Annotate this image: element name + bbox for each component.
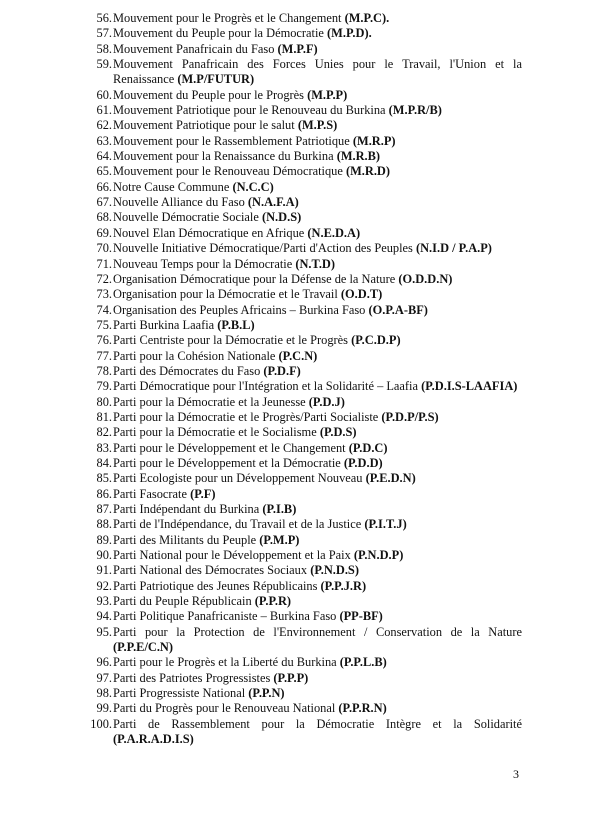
party-abbreviation: (M.P/FUTUR) [177, 72, 255, 87]
party-abbreviation: (P.D.F) [263, 363, 301, 378]
item-number: 76 . [84, 333, 112, 348]
party-name: Parti du Peuple Républicain [113, 594, 252, 609]
party-name: Parti des Militants du Peuple [113, 532, 257, 547]
list-item [84, 241, 522, 256]
party-name: Nouvelle Démocratie Sociale [113, 210, 259, 225]
item-number: 77 . [84, 349, 112, 364]
party-name: Parti Burkina Laafia [113, 317, 215, 332]
party-name: Parti pour la Protection de l'Environnement / Conservation de la Nature [113, 624, 522, 639]
party-abbreviation: (P.B.L) [217, 317, 255, 332]
party-abbreviation: (P.P.E/C.N) [113, 640, 174, 655]
list-item [84, 257, 522, 272]
party-abbreviation: (P.F) [190, 486, 216, 501]
list-item [84, 210, 522, 225]
item-number: 59 . [84, 57, 112, 72]
list-item [84, 717, 522, 748]
list-item [84, 579, 522, 594]
list-item [84, 625, 522, 656]
party-name: Nouvelle Initiative Démocratique/Parti d'Action des Peuples [113, 241, 413, 256]
party-name: Organisation Démocratique pour la Défense de la Nature [113, 271, 396, 286]
list-item [84, 364, 522, 379]
party-abbreviation: (O.P.A-BF) [368, 302, 428, 317]
list-item [84, 701, 522, 716]
list-item [84, 164, 522, 179]
party-abbreviation: (P.M.P) [259, 532, 300, 547]
list-item [84, 594, 522, 609]
party-abbreviation: (M.P.D). [327, 26, 372, 41]
list-item [84, 272, 522, 287]
party-abbreviation: (PP-BF) [339, 609, 383, 624]
list-item [84, 134, 522, 149]
list-item [84, 349, 522, 364]
item-number: 58 . [84, 42, 112, 57]
item-number: 94 . [84, 609, 112, 624]
party-name: Parti de Rassemblement pour la Démocratie Intègre et la Solidarité [113, 716, 522, 731]
party-abbreviation: (P.I.B) [262, 502, 297, 516]
party-name: Parti pour la Cohésion Nationale [113, 348, 276, 363]
party-name: Mouvement Panafricain du Faso [113, 41, 275, 56]
list-item [84, 563, 522, 578]
item-number: 90 . [84, 548, 112, 563]
party-abbreviation: (M.P.R/B) [388, 103, 442, 118]
party-abbreviation: (P.D.J) [308, 394, 345, 409]
item-number: 85 . [84, 471, 112, 486]
party-name: Parti Politique Panafricaniste – Burkina Faso [113, 609, 337, 624]
party-name: Mouvement Panafricain des Forces Unies pour le Travail, l'Union et la Renaissance [113, 57, 522, 87]
item-number: 62 . [84, 118, 112, 133]
list-item [84, 11, 522, 26]
party-name: Mouvement Patriotique pour le Renouveau du Burkina [113, 103, 386, 118]
party-name: Parti pour la Démocratie et le Socialisme [113, 425, 317, 440]
party-name: Parti Ecologiste pour un Développement Nouveau [113, 471, 363, 486]
list-item [84, 441, 522, 456]
party-name: Parti des Patriotes Progressistes [113, 670, 271, 685]
party-name: Nouveau Temps pour la Démocratie [113, 256, 293, 271]
party-abbreviation: (O.D.T) [340, 287, 383, 302]
party-abbreviation: (N.A.F.A) [247, 195, 299, 210]
party-name: Parti des Démocrates du Faso [113, 363, 261, 378]
party-name: Parti Indépendant du Burkina [113, 502, 260, 516]
list-item [84, 195, 522, 210]
party-name: Notre Cause Commune [113, 179, 230, 194]
party-abbreviation: (P.D.I.S-LAAFIA) [421, 379, 518, 394]
item-number: 68 . [84, 210, 112, 225]
party-abbreviation: (P.I.T.J) [364, 517, 407, 532]
party-name: Nouvelle Alliance du Faso [113, 195, 245, 210]
party-abbreviation: (P.C.D.P) [351, 333, 401, 348]
list-item [84, 548, 522, 563]
item-number: 97 . [84, 671, 112, 686]
item-number: 86 . [84, 487, 112, 502]
party-abbreviation: (N.D.S) [261, 210, 302, 225]
party-abbreviation: (M.R.B) [336, 149, 381, 164]
party-name: Nouvel Elan Démocratique en Afrique [113, 225, 305, 240]
party-name: Mouvement pour le Rassemblement Patriotique [113, 133, 350, 148]
party-name: Mouvement du Peuple pour le Progrès [113, 87, 304, 102]
item-number: 72 . [84, 272, 112, 287]
list-item [84, 103, 522, 118]
party-abbreviation: (N.C.C) [232, 179, 274, 194]
party-abbreviation: (P.N.D.P) [353, 548, 404, 563]
item-number: 80 . [84, 395, 112, 410]
party-abbreviation: (P.D.C) [348, 440, 388, 455]
list-item [84, 333, 522, 348]
party-abbreviation: (P.P.R) [254, 594, 292, 609]
page-number: 3 [513, 767, 519, 781]
list-item [84, 303, 522, 318]
party-name: Parti du Progrès pour le Renouveau National [113, 701, 336, 716]
list-item [84, 88, 522, 103]
party-abbreviation: (P.A.R.A.D.I.S) [113, 732, 194, 747]
party-abbreviation: (P.D.D) [343, 455, 383, 470]
item-number: 61 . [84, 103, 112, 118]
party-name: Parti Centriste pour la Démocratie et le Progrès [113, 333, 349, 348]
list-item [84, 226, 522, 241]
party-name: Mouvement pour le Renouveau Démocratique [113, 164, 343, 179]
party-abbreviation: (M.P.P) [307, 87, 348, 102]
list-item [84, 655, 522, 670]
party-name: Mouvement pour le Progrès et le Changement [113, 11, 342, 25]
party-abbreviation: (N.I.D / P.A.P) [415, 241, 492, 256]
list-item [84, 410, 522, 425]
item-number: 60 . [84, 88, 112, 103]
item-number: 79 . [84, 379, 112, 394]
item-number: 92 . [84, 579, 112, 594]
party-name: Mouvement du Peuple pour la Démocratie [113, 26, 324, 41]
item-number: 65 . [84, 164, 112, 179]
list-item [84, 686, 522, 701]
party-name: Organisation des Peuples Africains – Burkina Faso [113, 302, 366, 317]
item-number: 75 . [84, 318, 112, 333]
list-item [84, 57, 522, 88]
item-number: 82 . [84, 425, 112, 440]
item-number: 67 . [84, 195, 112, 210]
party-abbreviation: (P.D.P/P.S) [381, 409, 439, 424]
party-abbreviation: (P.N.D.S) [310, 563, 359, 578]
item-number: 87 . [84, 502, 112, 517]
party-abbreviation: (M.P.S) [297, 118, 338, 133]
item-number: 100 . [84, 717, 112, 732]
party-name: Parti Patriotique des Jeunes Républicains [113, 578, 318, 593]
list-item [84, 180, 522, 195]
party-abbreviation: (M.P.C). [344, 11, 390, 25]
item-number: 71 . [84, 257, 112, 272]
party-name: Parti pour le Développement et la Démocratie [113, 455, 341, 470]
list-item [84, 318, 522, 333]
party-abbreviation: (P.P.R.N) [338, 701, 387, 716]
party-abbreviation: (M.R.P) [352, 133, 396, 148]
list-item [84, 502, 522, 517]
list-item [84, 395, 522, 410]
party-name: Parti de l'Indépendance, du Travail et de la Justice [113, 517, 362, 532]
list-item [84, 533, 522, 548]
list-item [84, 487, 522, 502]
party-abbreviation: (P.C.N) [278, 348, 318, 363]
item-number: 74 . [84, 303, 112, 318]
item-number: 84 . [84, 456, 112, 471]
item-number: 73 . [84, 287, 112, 302]
party-list [84, 11, 522, 748]
party-abbreviation: (P.P.P) [273, 670, 309, 685]
item-number: 69 . [84, 226, 112, 241]
item-number: 88 . [84, 517, 112, 532]
item-number: 96 . [84, 655, 112, 670]
item-number: 57 . [84, 26, 112, 41]
party-name: Mouvement Patriotique pour le salut [113, 118, 295, 133]
party-abbreviation: (P.P.J.R) [320, 578, 367, 593]
list-item [84, 42, 522, 57]
item-number: 93 . [84, 594, 112, 609]
party-abbreviation: (P.P.N) [248, 686, 285, 701]
party-abbreviation: (M.P.F) [277, 41, 318, 56]
party-abbreviation: (P.D.S) [319, 425, 357, 440]
item-number: 56 . [84, 11, 112, 26]
item-number: 91 . [84, 563, 112, 578]
list-item [84, 118, 522, 133]
party-name: Parti Fasocrate [113, 486, 187, 501]
party-abbreviation: (P.E.D.N) [365, 471, 416, 486]
list-item [84, 379, 522, 394]
list-item [84, 287, 522, 302]
party-name: Parti pour le Progrès et la Liberté du Burkina [113, 655, 337, 670]
item-number: 95 . [84, 625, 112, 640]
party-name: Parti Progressiste National [113, 686, 246, 701]
list-item [84, 456, 522, 471]
item-number: 99 . [84, 701, 112, 716]
party-name: Parti pour la Démocratie et la Jeunesse [113, 394, 306, 409]
list-item [84, 26, 522, 41]
item-number: 66 . [84, 180, 112, 195]
party-abbreviation: (O.D.D.N) [398, 271, 453, 286]
party-abbreviation: (P.P.L.B) [339, 655, 387, 670]
party-name: Mouvement pour la Renaissance du Burkina [113, 149, 334, 164]
item-number: 81 . [84, 410, 112, 425]
party-abbreviation: (N.E.D.A) [307, 225, 361, 240]
list-item [84, 425, 522, 440]
party-name: Organisation pour la Démocratie et le Travail [113, 287, 338, 302]
party-name: Parti Démocratique pour l'Intégration et la Solidarité – Laafia [113, 379, 419, 394]
party-name: Parti National des Démocrates Sociaux [113, 563, 308, 578]
list-item [84, 671, 522, 686]
list-item [84, 471, 522, 486]
party-abbreviation: (N.T.D) [295, 256, 336, 271]
item-number: 98 . [84, 686, 112, 701]
item-number: 89 . [84, 533, 112, 548]
item-number: 70 . [84, 241, 112, 256]
party-abbreviation: (M.R.D) [345, 164, 391, 179]
list-item [84, 609, 522, 624]
item-number: 83 . [84, 441, 112, 456]
item-number: 78 . [84, 364, 112, 379]
party-name: Parti pour le Développement et le Changement [113, 440, 346, 455]
item-number: 63 . [84, 134, 112, 149]
party-name: Parti National pour le Développement et la Paix [113, 548, 351, 563]
item-number: 64 . [84, 149, 112, 164]
list-item [84, 517, 522, 532]
list-item [84, 149, 522, 164]
party-name: Parti pour la Démocratie et le Progrès/Parti Socialiste [113, 409, 379, 424]
